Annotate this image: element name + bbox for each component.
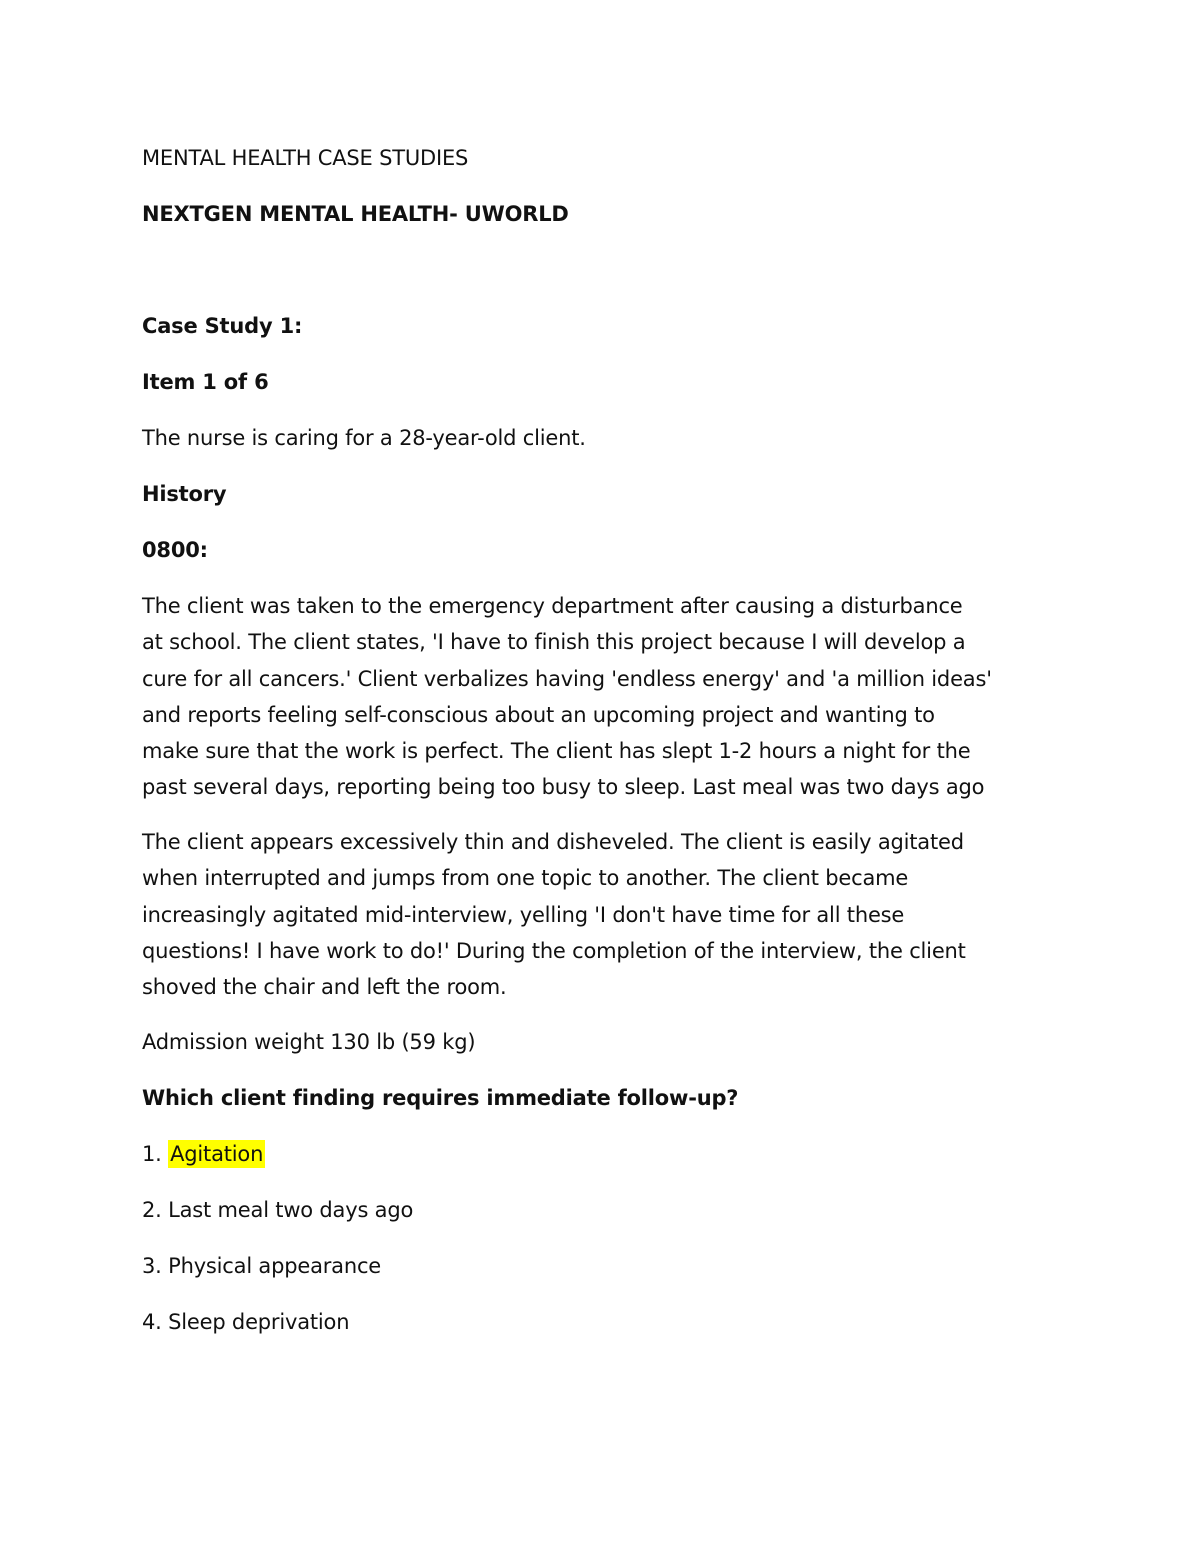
option-number: 1.	[142, 1142, 162, 1166]
time-heading: 0800:	[142, 538, 208, 562]
paragraph-line: The client appears excessively thin and disheveled. The client is easily agitated	[142, 830, 964, 854]
paragraph-line: cure for all cancers.' Client verbalizes having 'endless energy' and 'a million ideas'	[142, 666, 992, 691]
option-text: Last meal two days ago	[168, 1198, 414, 1222]
option-text-highlighted: Agitation	[170, 1142, 264, 1166]
paragraph-line: questions! I have work to do!' During the completion of the interview, the client	[142, 938, 966, 963]
question-text: Which client finding requires immediate follow-up?	[142, 1086, 739, 1110]
paragraph-line: The client was taken to the emergency department after causing a disturbance	[142, 594, 963, 618]
paragraph-line: at school. The client states, 'I have to finish this project because I will develop a	[142, 630, 966, 655]
answer-option-2	[142, 1192, 413, 1228]
paragraph-line: when interrupted and jumps from one topic to another. The client became	[142, 866, 909, 891]
paragraph-line: and reports feeling self-conscious about an upcoming project and wanting to	[142, 702, 935, 727]
history-paragraph-1	[142, 588, 1072, 806]
option-text: Sleep deprivation	[168, 1310, 350, 1334]
answer-option-1	[142, 1136, 265, 1172]
document-title: MENTAL HEALTH CASE STUDIES	[142, 146, 469, 170]
paragraph-line: increasingly agitated mid-interview, yelling 'I don't have time for all these	[142, 902, 905, 927]
admission-weight: Admission weight 130 lb (59 kg)	[142, 1030, 476, 1054]
paragraph-line: shoved the chair and left the room.	[142, 975, 507, 1000]
item-heading: Item 1 of 6	[142, 370, 269, 394]
option-text: Physical appearance	[168, 1254, 382, 1278]
option-number: 2.	[142, 1198, 162, 1222]
answer-option-4	[142, 1304, 349, 1340]
paragraph-line: make sure that the work is perfect. The client has slept 1-2 hours a night for the	[142, 739, 971, 764]
answer-option-3	[142, 1248, 381, 1284]
history-heading: History	[142, 482, 227, 506]
option-number: 4.	[142, 1310, 162, 1334]
intro-text: The nurse is caring for a 28-year-old client.	[142, 426, 586, 450]
history-paragraph-2	[142, 824, 1072, 1005]
case-study-heading: Case Study 1:	[142, 314, 303, 338]
option-number: 3.	[142, 1254, 162, 1278]
document-subtitle: NEXTGEN MENTAL HEALTH- UWORLD	[142, 202, 569, 226]
paragraph-line: past several days, reporting being too busy to sleep. Last meal was two days ago	[142, 775, 985, 800]
